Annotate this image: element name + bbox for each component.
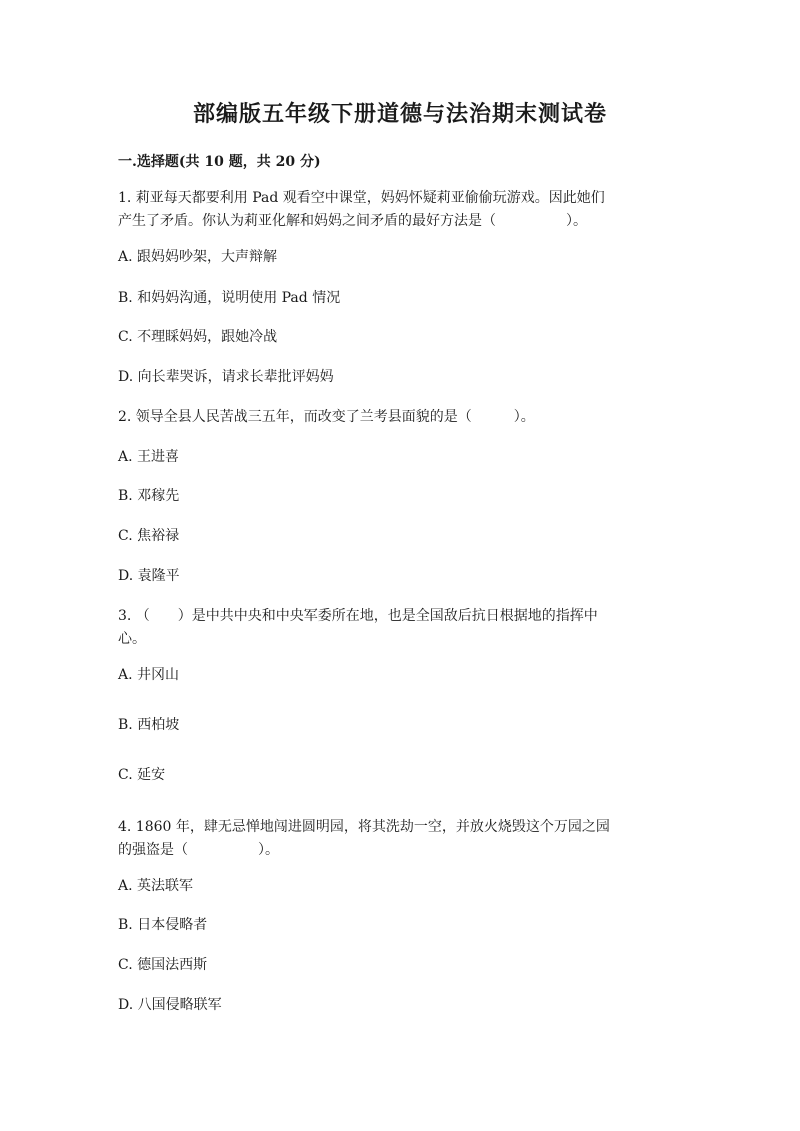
question-3-stem: [118, 605, 684, 651]
question-1-option-b: B. 和妈妈沟通，说明使用 Pad 情况: [118, 290, 341, 306]
question-3-option-b: B. 西柏坡: [118, 717, 180, 733]
question-1-line-1: 1. 莉亚每天都要利用 Pad 观看空中课堂，妈妈怀疑莉亚偷偷玩游戏。因此她们: [118, 190, 605, 206]
question-3-line-2: 心。: [118, 631, 146, 647]
question-2-option-d: D. 袁隆平: [118, 568, 180, 584]
question-3-line-1: 3. （ ）是中共中央和中央军委所在地，也是全国敌后抗日根据地的指挥中: [118, 608, 598, 624]
question-3-option-c: C. 延安: [118, 767, 166, 783]
page-title: 部编版五年级下册道德与法治期末测试卷: [192, 101, 607, 127]
question-2-line-1: 2. 领导全县人民苦战三五年，而改变了兰考县面貌的是（ ）。: [118, 409, 535, 425]
question-2-option-b: B. 邓稼先: [118, 488, 180, 504]
question-1-option-a: A. 跟妈妈吵架，大声辩解: [118, 249, 278, 265]
question-1-stem: [118, 187, 684, 233]
section-heading: 一.选择题(共 10 题，共 20 分): [118, 154, 321, 170]
question-4-option-b: B. 日本侵略者: [118, 917, 208, 933]
question-1-option-d: D. 向长辈哭诉，请求长辈批评妈妈: [118, 369, 334, 385]
question-1-option-c: C. 不理睬妈妈，跟她冷战: [118, 329, 278, 345]
question-1-line-2: 产生了矛盾。你认为莉亚化解和妈妈之间矛盾的最好方法是（ ）。: [118, 213, 587, 229]
question-2-option-c: C. 焦裕禄: [118, 528, 180, 544]
question-3-option-a: A. 井冈山: [118, 667, 180, 683]
question-2-option-a: A. 王进喜: [118, 449, 180, 465]
question-4-stem: [118, 816, 684, 862]
question-4-option-c: C. 德国法西斯: [118, 957, 208, 973]
question-4-option-a: A. 英法联军: [118, 878, 194, 894]
question-4-line-2: 的强盗是（ ）。: [118, 842, 279, 858]
question-4-line-1: 4. 1860 年，肆无忌惮地闯进圆明园，将其洗劫一空，并放火烧毁这个万园之园: [118, 819, 610, 835]
question-4-option-d: D. 八国侵略联军: [118, 997, 222, 1013]
question-2-stem: [118, 406, 684, 429]
